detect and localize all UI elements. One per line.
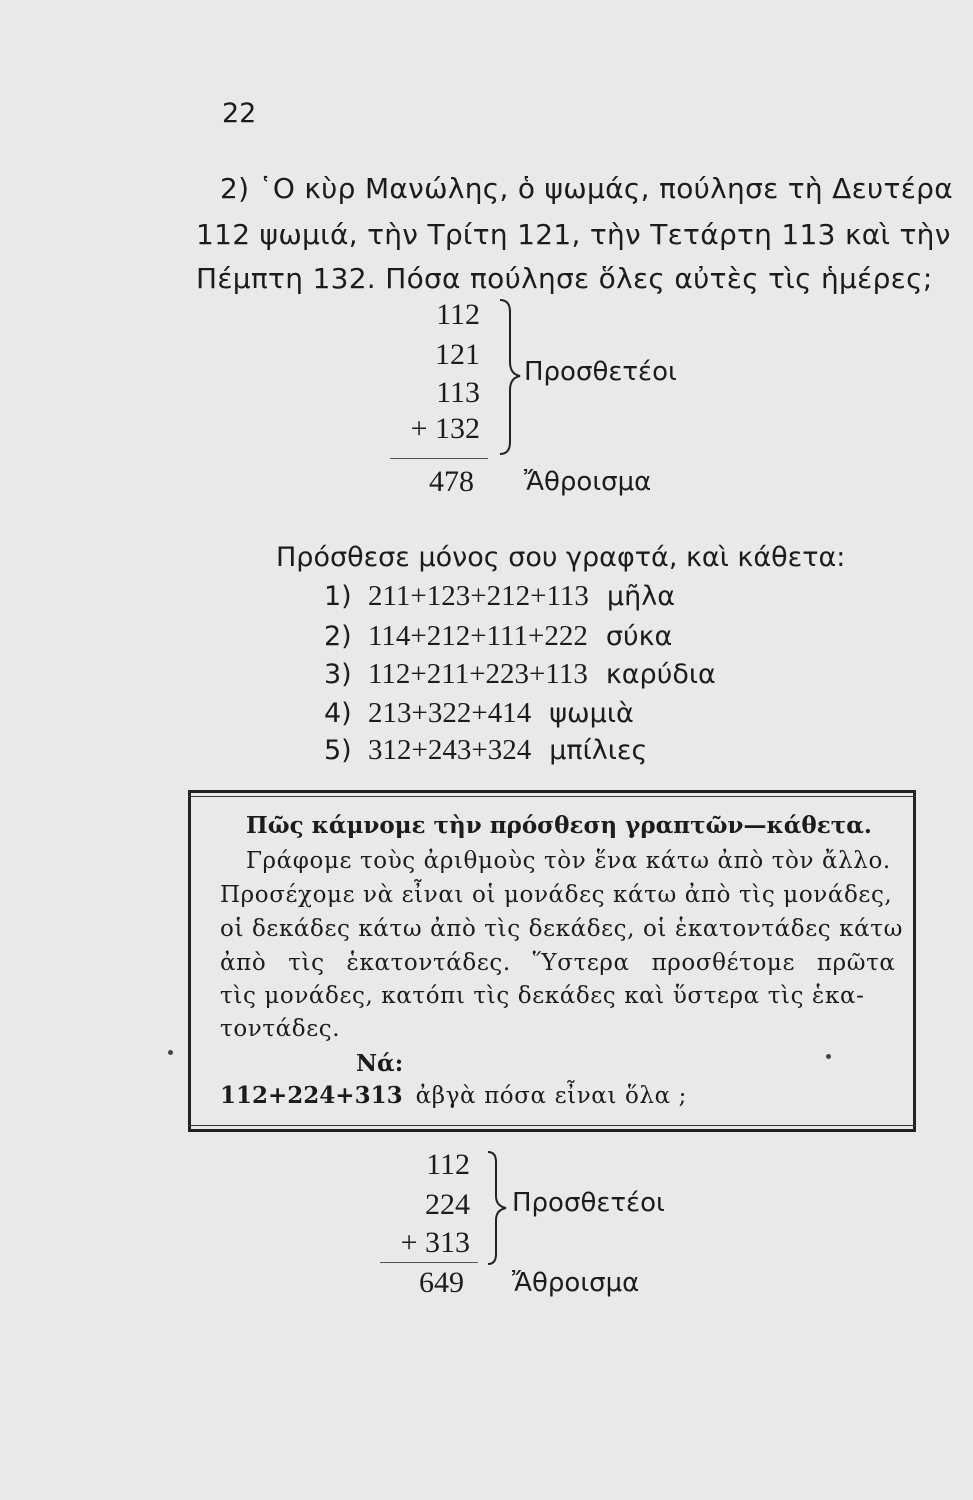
exercise-number: 1) [324,581,352,612]
addends-label: Προσθετέοι [512,1188,665,1218]
sum-line [380,1262,478,1263]
total-label: Ἄθροισμα [524,467,652,497]
rule-line: οἱ δεκάδες κάτω ἀπὸ τὶς δεκάδες, οἱ ἑκατοντάδες κάτω [220,916,903,942]
exercise-word: μπίλιες [549,735,648,766]
addends-label: Προσθετέοι [524,357,677,387]
exercise-word: σύκα [605,621,673,652]
exercise-expression: 312+243+324 [368,734,532,766]
exercise-item [324,620,672,653]
exercise-number: 4) [324,698,352,729]
exercise-expression: 114+212+111+222 [368,620,588,652]
total: 649 [419,1266,464,1299]
right-brace-icon [484,1150,512,1268]
rule-line: Γράφομε τοὺς ἀριθμοὺς τὸν ἕνα κάτω ἀπὸ τὸν ἄλλο. [246,848,891,874]
exercise-number: 3) [324,659,352,690]
exercise-expression: 211+123+212+113 [368,580,589,612]
addend-4: + 132 [410,412,480,445]
print-speck [826,1054,831,1059]
rule-line: Προσέχομε νὰ εἶναι οἱ μονάδες κάτω ἀπὸ τὶς μονάδες, [220,882,893,908]
exercise-item [324,658,716,691]
exercise-item [324,697,634,730]
exercise-word: μῆλα [606,581,675,612]
exercise-expression: 112+211+223+113 [368,658,588,690]
problem-line-2: 112 ψωμιά, τὴν Τρίτη 121, τὴν Τετάρτη 113 καὶ τὴν [196,218,951,251]
sum-line [390,458,488,459]
rule-line: τὶς μονάδες, κατόπι τὶς δεκάδες καὶ ὕστερα τὶς ἑκα- [220,983,865,1009]
rule-line: ἀπὸ τὶς ἑκατοντάδες. Ὕστερα προσθέτομε πρῶτα [220,950,896,976]
print-speck [168,1050,173,1055]
exercise-item [324,734,647,767]
rule-line: τοντάδες. [220,1016,341,1042]
exercises-intro: Πρόσθεσε μόνος σου γραφτά, καὶ κάθετα: [276,542,846,573]
total-label: Ἄθροισμα [512,1268,640,1298]
exercise-word: καρύδια [605,659,716,690]
example-line [220,1082,687,1109]
exercise-number: 5) [324,735,352,766]
addend-1: 112 [436,298,480,331]
problem-line-1: 2) ῾Ο κὺρ Μανώλης, ὁ ψωμάς, πούλησε τὴ Δευτέρα [220,172,953,205]
exercise-item [324,580,675,613]
addend-2: 121 [435,338,480,371]
addend-3: + 313 [400,1226,470,1259]
total: 478 [429,465,474,498]
addend-2: 224 [425,1188,470,1221]
right-brace-icon [496,298,526,458]
problem-line-3: Πέμπτη 132. Πόσα πούλησε ὅλες αὐτὲς τὶς ἡμέρες; [196,262,933,295]
rule-box-divider [188,796,916,797]
rule-box-divider [188,1125,916,1126]
exercise-word: ψωμιὰ [549,698,634,729]
exercise-expression: 213+322+414 [368,697,532,729]
example-question: ἀβγὰ πόσα εἶναι ὅλα ; [415,1083,687,1109]
rule-heading: Πῶς κάμνομε τὴν πρόσθεση γραπτῶν—κάθετα. [246,812,872,839]
addend-1: 112 [426,1148,470,1181]
exercise-number: 2) [324,621,352,652]
example-expression: 112+224+313 [220,1082,403,1109]
example-label: Νά: [356,1050,404,1077]
addend-3: 113 [436,376,480,409]
page-number: 22 [222,98,257,129]
